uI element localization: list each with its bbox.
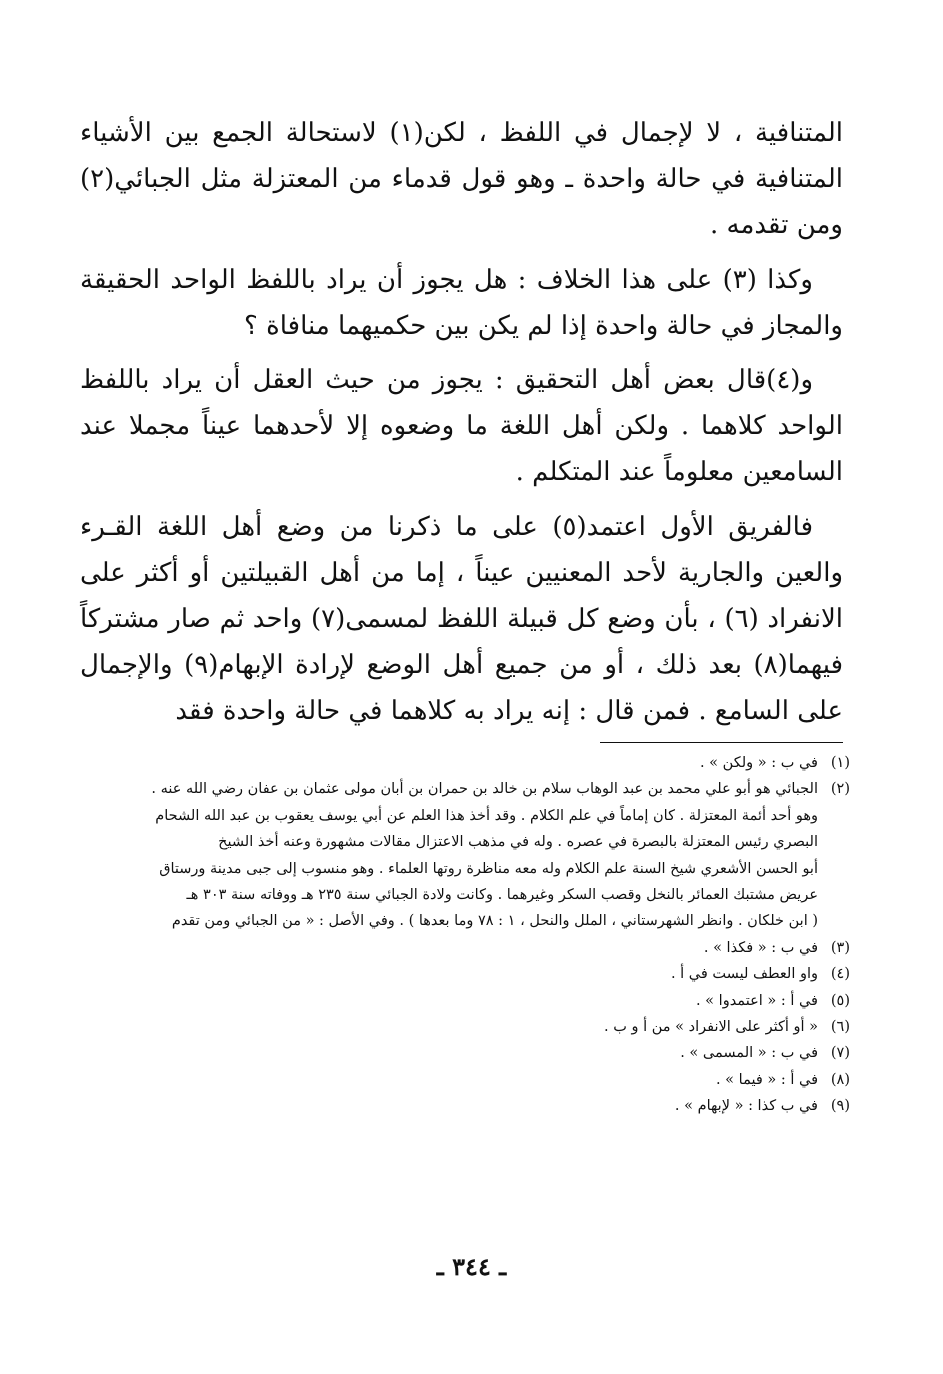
footnote-line: في ب : « فكذا » . — [703, 939, 818, 956]
footnote-line: أبو الحسن الأشعري شيخ السنة علم الكلام وله معه مناظرة روتها العلماء . وهو منسوب إلى جبى مدينة ورستاق — [159, 860, 818, 877]
footnote-number: (٤) — [830, 966, 850, 983]
footnote-line: في ب : « ولكن » . — [699, 755, 818, 771]
footnote-9 — [80, 1093, 850, 1119]
footnotes-block — [80, 750, 850, 1120]
footnote-line: « أو أكثر على الانفراد » من أ و ب . — [604, 1019, 818, 1036]
footnote-text — [80, 1040, 818, 1066]
footnote-text — [80, 1093, 818, 1119]
footnote-line: في أ : « فيما » . — [715, 1071, 818, 1088]
footnote-number: (٥) — [830, 992, 850, 1009]
paragraph-3: و(٤)قال بعض أهل التحقيق : يجوز من حيث العقل أن يراد باللفظ الواحد كلاهما . ولكن أهل اللغة ما وضعوه إلا لأحدهما عيناً مجملا عند السامعين معلوماً عند المتكلم . — [80, 365, 843, 488]
footnote-line: عريض مشتبك العمائر بالنخل وقصب السكر وغيرهما . وكانت ولادة الجبائي سنة ٢٣٥ هـ ووفاته سنة ٣٠٣ هـ — [186, 887, 818, 904]
footnote-text — [80, 935, 818, 961]
paragraph-2: وكذا (٣) على هذا الخلاف : هل يجوز أن يراد باللفظ الواحد الحقيقة والمجاز في حالة واحدة إذا لم يكن بين حكميهما منافاة ؟ — [80, 264, 843, 341]
footnote-number: (٢) — [830, 781, 850, 798]
footnote-number: (١) — [830, 755, 850, 771]
footnote-line: في ب : « المسمى » . — [680, 1045, 818, 1062]
footnote-4 — [80, 961, 850, 987]
footnote-7 — [80, 1040, 850, 1066]
footnote-8 — [80, 1067, 850, 1093]
paragraph-4: فالفريق الأول اعتمد(٥) على ما ذكرنا من وضع أهل اللغة القـرء والعين والجارية لأحد المعنيين عيناً ، إما من أهل القبيلتين أو أكثر على الانفراد (٦) ، بأن وضع كل قبيلة اللفظ لمسمى(٧) واحد ثم صار مشتركاً فيهما(٨) بعد ذلك ، أو من جميع أهل الوضع لإرادة الإبهام(٩) والإجمال على السامع . فمن قال : إنه يراد به كلاهما في حالة واحدة فقد — [80, 511, 843, 727]
footnote-separator-rule — [600, 742, 843, 743]
footnote-text — [80, 988, 818, 1014]
footnote-line: في أ : « اعتمدوا » . — [695, 992, 818, 1009]
footnote-number: (٣) — [830, 939, 850, 956]
footnote-number: (٦) — [830, 1019, 850, 1036]
footnote-line: واو العطف ليست في أ . — [670, 966, 818, 983]
footnote-text — [80, 1014, 818, 1040]
footnote-line: البصري رئيس المعتزلة بالبصرة في عصره . وله في مذهب الاعتزال مقالات مشهورة وعنه أخذ الشيخ — [218, 834, 818, 851]
footnote-text — [80, 961, 818, 987]
footnote-1 — [80, 750, 850, 776]
footnote-3 — [80, 935, 850, 961]
footnote-6 — [80, 1014, 850, 1040]
footnote-number: (٨) — [830, 1071, 850, 1088]
footnote-text — [80, 776, 818, 934]
page-number: ـ ٣٤٤ ـ — [436, 1252, 507, 1281]
footnote-text — [80, 1067, 818, 1093]
footnote-number: (٩) — [830, 1098, 850, 1115]
footnote-2 — [80, 776, 850, 934]
paragraph-1: المتنافية ، لا لإجمال في اللفظ ، لكن(١) لاستحالة الجمع بين الأشياء المتنافية في حالة واحدة ـ وهو قول قدماء من المعتزلة مثل الجبائي(٢) ومن تقدمه . — [80, 118, 843, 241]
footnote-line: ( ابن خلكان . وانظر الشهرستاني ، الملل والنحل ، ١ : ٧٨ وما بعدها ) . وفي الأصل : « من الجبائي ومن تقدم — [171, 913, 818, 930]
footnote-5 — [80, 988, 850, 1014]
footnote-number: (٧) — [830, 1045, 850, 1062]
footnote-line: الجبائي هو أبو علي محمد بن عبد الوهاب سلام بن خالد بن حمران بن أبان مولى عثمان بن عفان رضي الله عنه . — [151, 781, 818, 798]
footnote-text — [80, 750, 818, 776]
footnote-line: وهو أحد أئمة المعتزلة . كان إماماً في علم الكلام . وقد أخذ هذا العلم عن أبي يوسف يعقوب بن عبد الله الشحام — [155, 807, 818, 824]
footnote-line: في ب كذا : « لإبهام » . — [674, 1098, 818, 1115]
main-text-block — [80, 110, 843, 735]
